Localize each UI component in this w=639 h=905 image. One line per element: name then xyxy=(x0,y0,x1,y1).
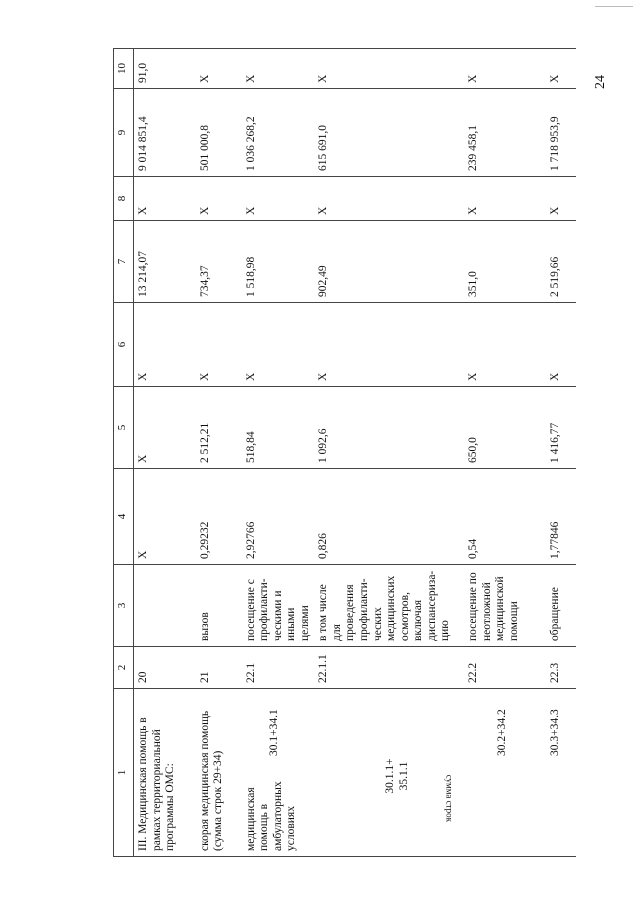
header-cell: 6 xyxy=(114,303,134,387)
value-cell: X xyxy=(242,49,315,89)
header-cell: 3 xyxy=(114,565,134,647)
unit-cell: обращение xyxy=(546,565,576,647)
row-description-text: медицинская помощь в амбулаторных условиях xyxy=(244,781,298,851)
table-row xyxy=(196,49,242,857)
table-row xyxy=(314,49,464,857)
row-description xyxy=(464,689,546,857)
table-row xyxy=(546,49,576,857)
value-cell: 518,84 xyxy=(242,387,315,469)
value-cell: 1 518,98 xyxy=(242,221,315,303)
header-row xyxy=(114,49,134,857)
row-code: 21 xyxy=(196,647,242,689)
value-cell: 13 214,07 xyxy=(134,221,196,303)
value-cell: X xyxy=(546,49,576,89)
value-cell: X xyxy=(134,177,196,221)
header-cell: 5 xyxy=(114,387,134,469)
value-cell: 734,37 xyxy=(196,221,242,303)
value-cell: X xyxy=(196,177,242,221)
value-cell: 2 512,21 xyxy=(196,387,242,469)
header-cell: 9 xyxy=(114,89,134,177)
row-description xyxy=(314,689,464,857)
row-description xyxy=(546,689,576,857)
value-cell: 2 519,66 xyxy=(546,221,576,303)
row-formula: 30.1+34.1 xyxy=(267,709,280,756)
unit-cell: посещение с профилакти-ческими и иными целями xyxy=(242,565,315,647)
unit-cell: вызов xyxy=(196,565,242,647)
value-cell: X xyxy=(134,387,196,469)
value-cell: X xyxy=(314,177,464,221)
program-cost-table xyxy=(113,48,576,857)
row-code: 22.3 xyxy=(546,647,576,689)
value-cell: 1 036 268,2 xyxy=(242,89,315,177)
value-cell: 501 000,8 xyxy=(196,89,242,177)
table-row xyxy=(134,49,196,857)
value-cell: 1 416,77 xyxy=(546,387,576,469)
value-cell: X xyxy=(464,177,546,221)
value-cell: X xyxy=(464,303,546,387)
unit-cell xyxy=(134,565,196,647)
row-formula-label: сумма строк xyxy=(444,774,455,822)
row-formula: 30.3+34.3 xyxy=(549,709,562,756)
row-formula: 30.1.1+ 35.1.1 xyxy=(384,758,410,794)
value-cell: X xyxy=(196,303,242,387)
value-cell: 650,0 xyxy=(464,387,546,469)
row-code: 20 xyxy=(134,647,196,689)
header-cell: 4 xyxy=(114,469,134,565)
unit-cell: посещение по неотложной медицинской помощи xyxy=(464,565,546,647)
header-cell: 2 xyxy=(114,647,134,689)
header-cell: 7 xyxy=(114,221,134,303)
value-cell: X xyxy=(134,469,196,565)
header-cell: 1 xyxy=(114,689,134,857)
value-cell: X xyxy=(242,177,315,221)
table-row xyxy=(464,49,546,857)
value-cell: X xyxy=(314,49,464,89)
row-formula: 30.2+34.2 xyxy=(496,709,509,756)
value-cell: 1 718 953,9 xyxy=(546,89,576,177)
unit-cell: в том числе для проведения профилакти-ческих медицинских осмотров, включая диспансериза-цию xyxy=(314,565,464,647)
row-code: 22.1 xyxy=(242,647,315,689)
value-cell: 239 458,1 xyxy=(464,89,546,177)
page-number: 24 xyxy=(593,75,608,89)
row-description: скорая медицинская помощь (сумма строк 29+34) xyxy=(196,689,242,857)
row-code: 22.1.1 xyxy=(314,647,464,689)
value-cell: X xyxy=(546,303,576,387)
value-cell: X xyxy=(314,303,464,387)
row-description: III. Медицинская помощь в рамках территориальной программы ОМС: xyxy=(134,689,196,857)
value-cell: 2,92766 xyxy=(242,469,315,565)
header-cell: 10 xyxy=(114,49,134,89)
value-cell: 9 014 851,4 xyxy=(134,89,196,177)
table-row xyxy=(242,49,315,857)
value-cell: 0,29232 xyxy=(196,469,242,565)
value-cell: X xyxy=(242,303,315,387)
value-cell: 0,826 xyxy=(314,469,464,565)
value-cell: X xyxy=(464,49,546,89)
value-cell: X xyxy=(196,49,242,89)
value-cell: 615 691,0 xyxy=(314,89,464,177)
value-cell: 91,0 xyxy=(134,49,196,89)
header-cell: 8 xyxy=(114,177,134,221)
value-cell: X xyxy=(546,177,576,221)
row-description xyxy=(242,689,315,857)
value-cell: 1,77846 xyxy=(546,469,576,565)
value-cell: 0,54 xyxy=(464,469,546,565)
value-cell: 902,49 xyxy=(314,221,464,303)
row-code: 22.2 xyxy=(464,647,546,689)
value-cell: X xyxy=(134,303,196,387)
value-cell: 351,0 xyxy=(464,221,546,303)
value-cell: 1 092,6 xyxy=(314,387,464,469)
